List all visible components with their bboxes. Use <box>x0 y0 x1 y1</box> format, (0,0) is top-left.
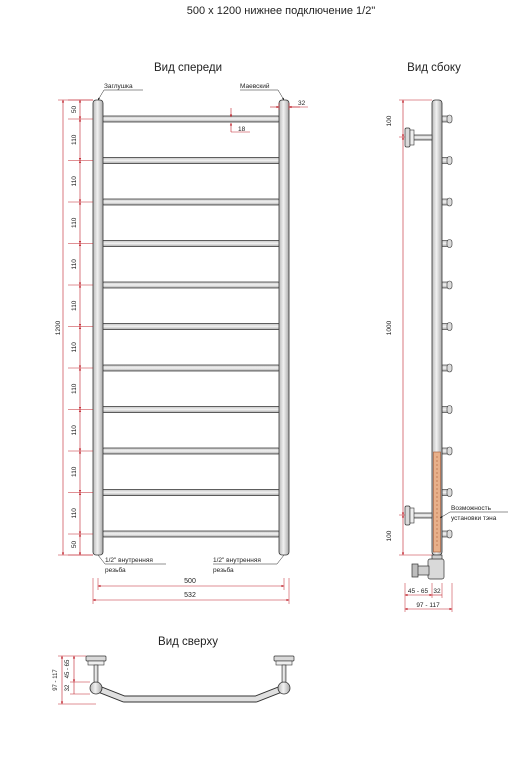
dim-segment-label: 50 <box>71 540 78 549</box>
rung-stub-cap <box>447 489 452 497</box>
height-dimensions <box>68 100 93 555</box>
dim-segment-label: 110 <box>71 342 78 353</box>
top-right-upright <box>278 682 290 694</box>
side-dim-top: 100 <box>386 115 393 127</box>
dim-total-height: 1200 <box>55 320 62 336</box>
dim-segment-label: 110 <box>71 466 78 477</box>
rung-stub-cap <box>447 364 452 372</box>
plug-label: Заглушка <box>104 83 133 90</box>
top-bracket-left <box>86 656 106 682</box>
thread-left-line1: 1/2" внутренняя <box>105 557 153 564</box>
rung <box>101 324 281 330</box>
rung-stub-cap <box>447 323 452 331</box>
side-dim-bottom: 100 <box>386 530 393 542</box>
left-upright <box>93 100 103 555</box>
thread-right-line1: 1/2" внутренняя <box>213 557 261 564</box>
rung <box>101 241 281 247</box>
side-view <box>386 62 508 612</box>
thread-right-line2: резьба <box>213 567 234 574</box>
rungs-group <box>101 116 281 537</box>
rung <box>101 407 281 413</box>
top-view-heading: Вид сверху <box>158 636 218 648</box>
rung-stub-cap <box>447 447 452 455</box>
top-rung <box>96 688 284 699</box>
dim-segment-label: 110 <box>71 425 78 436</box>
front-view-heading: Вид спереди <box>153 62 223 74</box>
top-left-upright <box>90 682 102 694</box>
drawing-title: 500 х 1200 нижнее подключение 1/2" <box>186 5 376 17</box>
rung-stub-cap <box>447 115 452 123</box>
top-bracket-right <box>274 656 294 682</box>
dim-segment-label: 110 <box>71 508 78 519</box>
wall-bracket-top <box>405 128 432 147</box>
rung-stub-cap <box>447 406 452 414</box>
rung-stub-cap <box>447 240 452 248</box>
rung-stub-cap <box>447 157 452 165</box>
rung <box>101 282 281 288</box>
rung <box>101 199 281 205</box>
side-dim-tube: 32 <box>433 588 441 595</box>
dim-width-outer: 532 <box>184 592 196 599</box>
rung <box>101 116 281 122</box>
thread-left-line2: резьба <box>105 567 126 574</box>
rung <box>101 490 281 496</box>
rung-stubs-group <box>442 115 452 538</box>
rung <box>101 531 281 537</box>
rung <box>101 365 281 371</box>
dim-segment-label: 50 <box>71 105 78 114</box>
heater-note-line1: Возможность <box>451 505 492 512</box>
dim-segment-label: 110 <box>71 134 78 145</box>
rung-stub-cap <box>447 530 452 538</box>
dim-width-inner: 500 <box>184 578 196 585</box>
valve-label: Маевский <box>240 83 270 90</box>
rung <box>101 448 281 454</box>
top-view <box>53 636 294 704</box>
top-dim-tube: 32 <box>65 684 71 692</box>
top-dim-depth-total: 97 - 117 <box>53 669 59 691</box>
side-view-heading: Вид сбоку <box>407 62 461 74</box>
dim-segment-label: 110 <box>71 383 78 394</box>
dim-segment-label: 110 <box>71 176 78 187</box>
wall-bracket-bottom <box>405 506 432 525</box>
dim-segment-label: 110 <box>71 300 78 311</box>
dim-tube-front: 32 <box>298 100 306 107</box>
dim-rung: 18 <box>238 126 246 133</box>
bottom-connection <box>412 555 444 579</box>
right-upright <box>279 100 289 555</box>
dim-segment-label: 110 <box>71 217 78 228</box>
front-view <box>55 62 308 604</box>
heater-note-line2: установки тэна <box>451 515 497 522</box>
rung-stub-cap <box>447 281 452 289</box>
rung <box>101 158 281 164</box>
side-dim-depth-small: 45 - 65 <box>407 588 429 595</box>
side-dim-middle: 1000 <box>386 320 393 336</box>
rung-stub-cap <box>447 198 452 206</box>
dim-segment-label: 110 <box>71 259 78 270</box>
side-dim-depth-total: 97 - 117 <box>416 602 440 609</box>
top-dim-depth-small: 45 - 65 <box>65 659 71 679</box>
